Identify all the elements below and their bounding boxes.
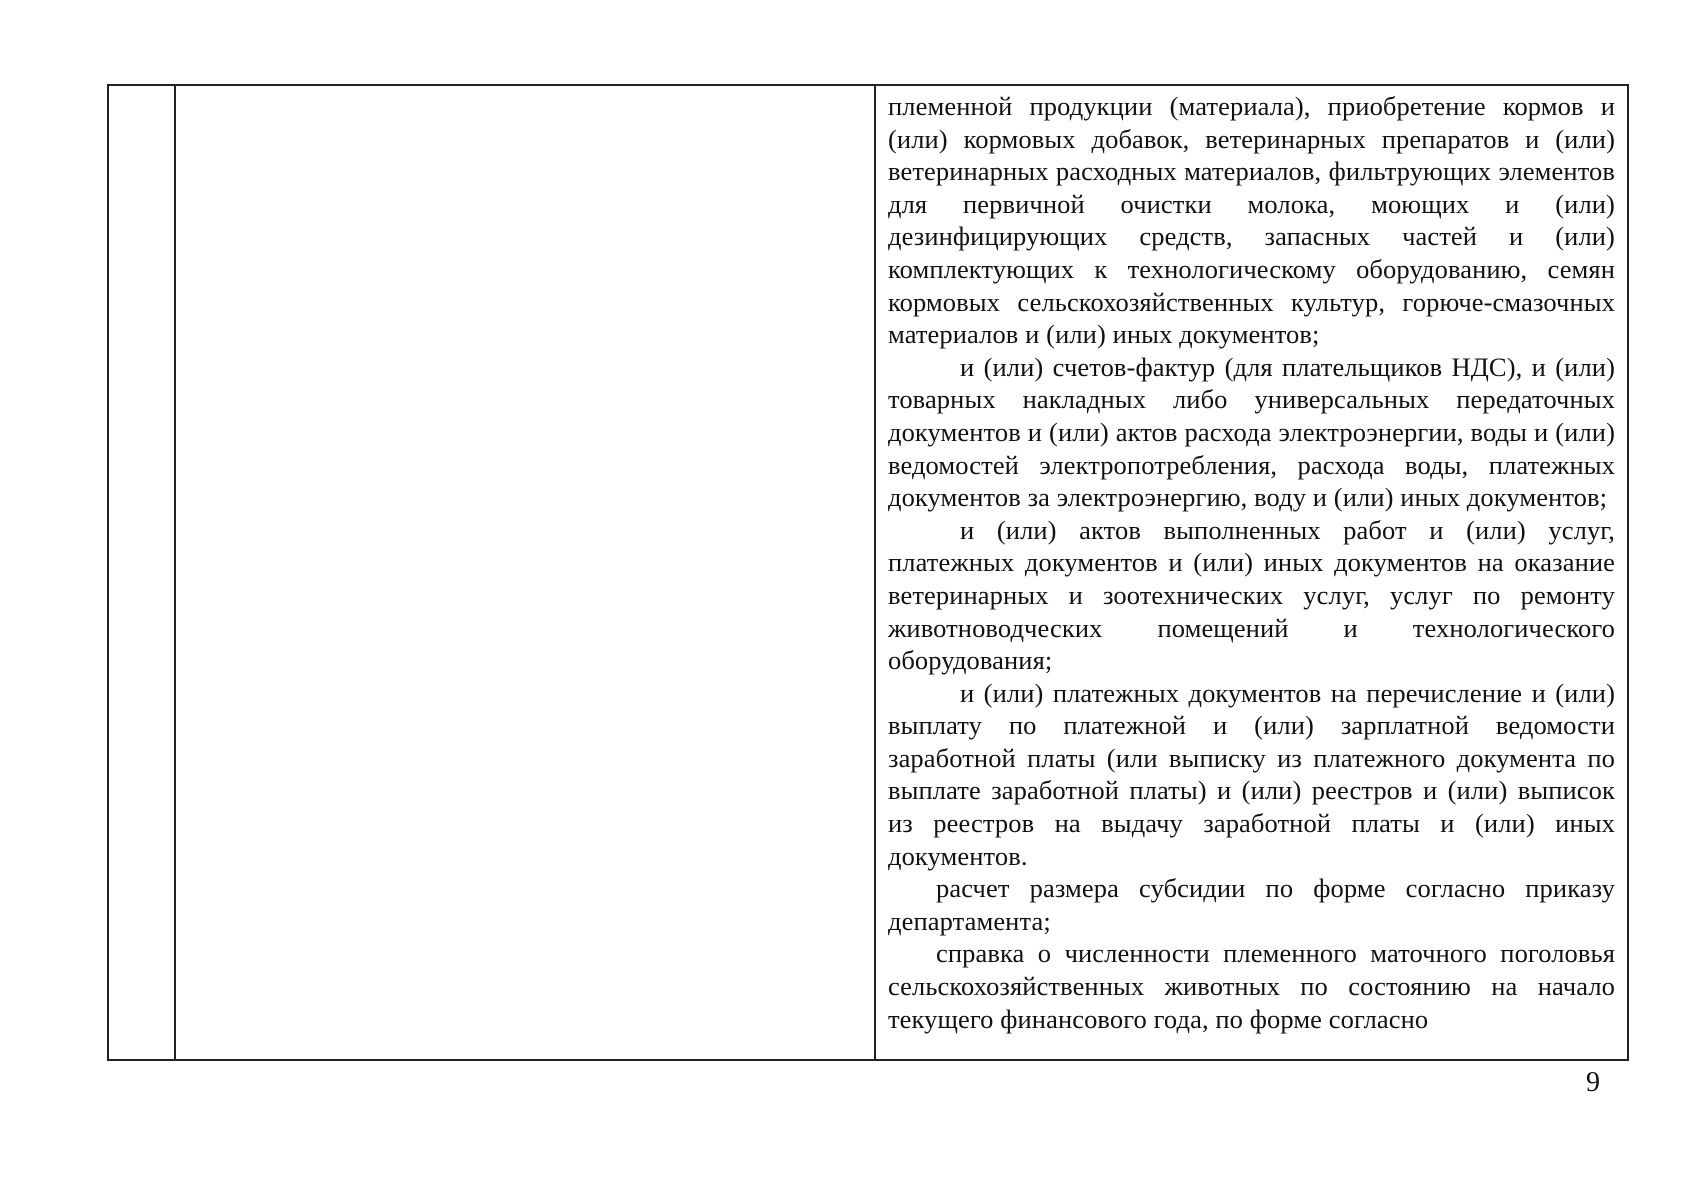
page-number: 9 (1586, 1067, 1600, 1098)
paragraph-continuation: племенной продукции (материала), приобретение кормов и (или) кормовых добавок, ветеринарных препаратов и (или) ветеринарных расходных материалов, фильтрующих элементов для первичной очистки молока, моющих и (или) дезинфицирующих средств, запасных частей и (или) комплектующих к технологическому оборудованию, семян кормовых сельскохозяйственных культур, горюче-смазочных материалов и (или) иных документов; (888, 91, 1615, 350)
paragraph-invoices: и (или) счетов-фактур (для плательщиков НДС), и (или) товарных накладных либо универсальных передаточных документов и (или) актов расхода электроэнергии, воды и (или) ведомостей электропотребления, расхода воды, платежных документов за электроэнергию, воду и (или) иных документов; (888, 351, 1615, 513)
paragraph-acts: и (или) актов выполненных работ и (или) услуг, платежных документов и (или) иных документов на оказание ветеринарных и зоотехнических услуг, услуг по ремонту животноводческих помещений и технологического оборудования; (888, 514, 1615, 676)
table-cell-name (176, 86, 876, 1059)
paragraph-subsidy-calculation: расчет размера субсидии по форме согласно приказу департамента; (888, 873, 1615, 936)
table-cell-number (109, 86, 176, 1059)
paragraph-livestock-certificate: справка о численности племенного маточного поголовья сельскохозяйственных животных по состоянию на начало текущего финансового года, по форме согласно (888, 938, 1615, 1034)
paragraph-payments: и (или) платежных документов на перечисление и (или) выплату по платежной и (или) зарплатной ведомости заработной платы (или выписку из платежного документа по выплате заработной платы) и (или) реестров и (или) выписок из реестров на выдачу заработной платы и (или) иных документов. (888, 677, 1615, 871)
table-cell-documents (876, 86, 1627, 1059)
requirements-table (107, 84, 1629, 1061)
